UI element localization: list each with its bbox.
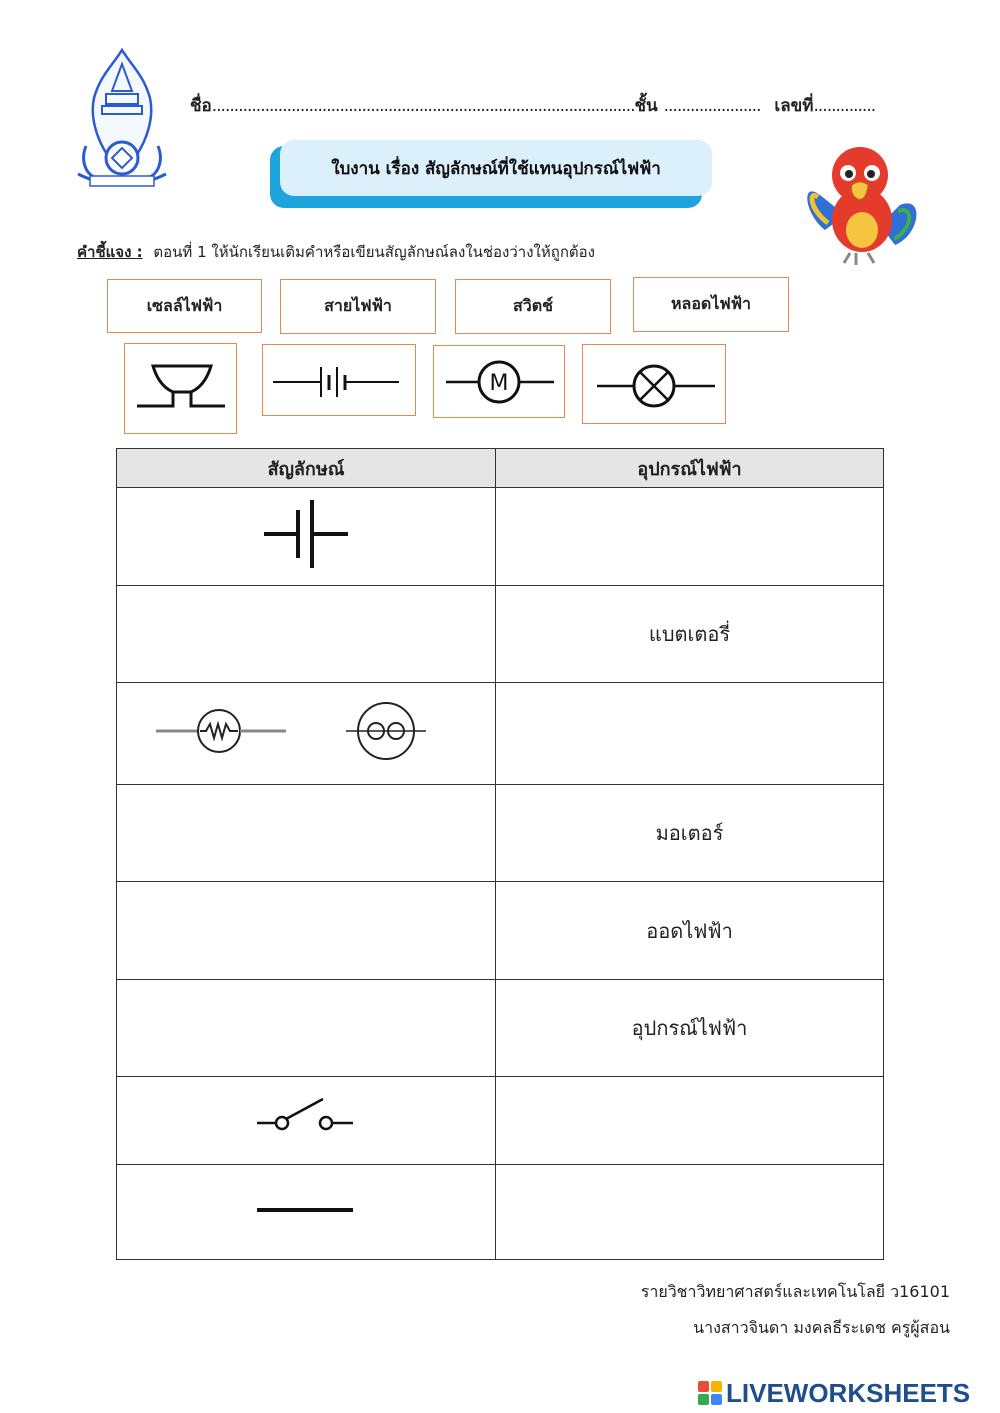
device-cell[interactable]: แบตเตอรี่ — [496, 586, 884, 683]
title-banner — [270, 140, 710, 206]
table-row — [117, 882, 884, 980]
brand-text: LIVEWORKSHEETS — [726, 1377, 971, 1408]
motor-letter: M — [489, 371, 509, 396]
motor-icon — [434, 346, 564, 418]
subject-line: รายวิชาวิทยาศาสตร์และเทคโนโลยี ว16101 — [640, 1282, 950, 1301]
symbol-cell[interactable] — [117, 1077, 496, 1165]
name-label: ชื่อ — [190, 96, 212, 116]
device-cell[interactable] — [496, 1077, 884, 1165]
symbol-cell[interactable] — [117, 980, 496, 1077]
instruction-line — [77, 240, 977, 266]
instruction-label: คำชี้แจง : — [77, 243, 143, 261]
student-info-line — [190, 92, 940, 120]
symbol-cell[interactable] — [117, 1165, 496, 1260]
device-cell[interactable] — [496, 488, 884, 586]
symbol-card-battery[interactable] — [262, 344, 416, 416]
name-field[interactable]: ................................................................................................ — [211, 96, 635, 116]
header-symbol: สัญลักษณ์ — [117, 449, 496, 488]
symbol-card-motor[interactable] — [433, 345, 565, 418]
number-field[interactable]: .............. — [813, 96, 876, 116]
symbol-card-buzzer[interactable] — [124, 343, 237, 434]
brand-logo-icon — [698, 1381, 722, 1405]
teacher-line: นางสาวจินดา มงคลธีระเดช ครูผู้สอน — [693, 1318, 950, 1337]
symbol-cell[interactable] — [117, 586, 496, 683]
battery-icon — [263, 345, 413, 415]
wire-icon — [251, 1200, 361, 1220]
buzzer-icon — [125, 344, 235, 432]
device-cell[interactable]: ออดไฟฟ้า — [496, 882, 884, 980]
symbol-card-lamp[interactable] — [582, 344, 726, 424]
instruction-text: ตอนที่ 1 ให้นักเรียนเติมคำหรือเขียนสัญลักษณ์ลงในช่องว่างให้ถูกต้อง — [153, 243, 595, 261]
symbol-cell[interactable] — [117, 882, 496, 980]
school-logo — [72, 46, 172, 196]
table-row — [117, 1077, 884, 1165]
table-row — [117, 1165, 884, 1260]
symbol-table — [116, 448, 884, 1260]
table-row — [117, 488, 884, 586]
worksheet-title: ใบงาน เรื่อง สัญลักษณ์ที่ใช้แทนอุปกรณ์ไฟฟ้า — [280, 140, 712, 196]
cell-icon — [256, 494, 356, 574]
class-field[interactable]: ...................... — [663, 96, 761, 116]
device-cell[interactable]: อุปกรณ์ไฟฟ้า — [496, 980, 884, 1077]
bulb-icons — [156, 691, 456, 771]
word-card-wire[interactable]: สายไฟฟ้า — [280, 279, 436, 334]
liveworksheets-brand[interactable] — [698, 1376, 998, 1410]
table-row — [117, 683, 884, 785]
device-cell[interactable] — [496, 1165, 884, 1260]
word-card-bulb[interactable]: หลอดไฟฟ้า — [633, 277, 789, 332]
table-row — [117, 586, 884, 683]
symbol-cell[interactable] — [117, 785, 496, 882]
table-row — [117, 980, 884, 1077]
symbol-cell[interactable] — [117, 488, 496, 586]
table-header-row — [117, 449, 884, 488]
lamp-icon — [583, 345, 725, 423]
device-cell[interactable]: มอเตอร์ — [496, 785, 884, 882]
word-card-switch[interactable]: สวิตช์ — [455, 279, 611, 334]
number-label: เลขที่ — [774, 96, 814, 116]
symbol-cell[interactable] — [117, 683, 496, 785]
header-device: อุปกรณ์ไฟฟ้า — [496, 449, 884, 488]
device-cell[interactable] — [496, 683, 884, 785]
word-card-cell[interactable]: เซลล์ไฟฟ้า — [107, 279, 262, 333]
table-row — [117, 785, 884, 882]
class-label: ชั้น — [634, 96, 658, 116]
switch-icon — [251, 1093, 361, 1143]
